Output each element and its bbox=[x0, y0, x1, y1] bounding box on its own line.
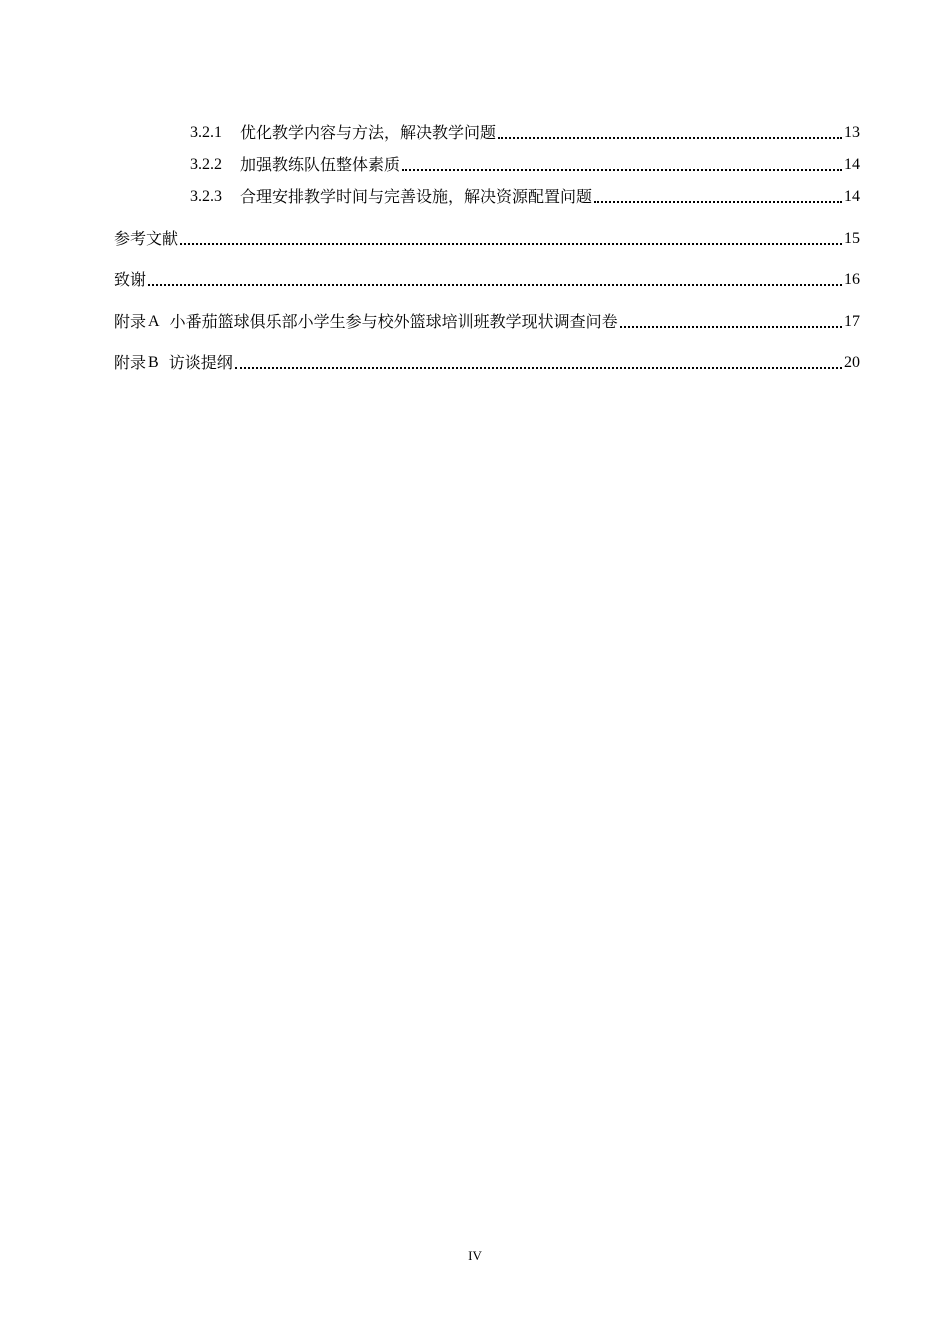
toc-entry-references[interactable] bbox=[114, 227, 860, 249]
toc-entry-number: 3.2.2 bbox=[190, 156, 222, 173]
toc-entry-appendix-b[interactable] bbox=[114, 351, 860, 373]
toc-dot-leader bbox=[498, 137, 842, 139]
toc-dot-leader bbox=[180, 243, 842, 245]
toc-entry-letter: B bbox=[148, 354, 159, 371]
toc-entry-title: 小番茄篮球俱乐部小学生参与校外篮球培训班教学现状调查问卷 bbox=[169, 312, 618, 331]
toc-entry-letter: A bbox=[148, 313, 160, 330]
toc-entry-title: 合理安排教学时间与完善设施，解决资源配置问题 bbox=[240, 187, 593, 206]
toc-entry-appendix-a[interactable] bbox=[114, 310, 860, 332]
toc-entry-acknowledgement[interactable] bbox=[114, 268, 860, 290]
toc-entry-title: 优化教学内容与方法，解决教学问题 bbox=[240, 123, 497, 142]
toc-entry-page: 16 bbox=[844, 271, 860, 288]
toc-entry-page: 20 bbox=[844, 354, 860, 371]
toc-dot-leader bbox=[620, 326, 842, 328]
toc-entry-page: 15 bbox=[844, 230, 860, 247]
toc-dot-leader bbox=[235, 367, 842, 369]
toc-entry-3-2-1[interactable] bbox=[190, 121, 860, 143]
toc-dot-leader bbox=[594, 201, 842, 203]
toc-entry-page: 14 bbox=[844, 156, 860, 173]
toc-dot-leader bbox=[148, 284, 842, 286]
toc-entry-number: 3.2.3 bbox=[190, 188, 222, 205]
toc-entry-page: 13 bbox=[844, 124, 860, 141]
page-number-footer: IV bbox=[468, 1248, 482, 1263]
toc-dot-leader bbox=[402, 169, 842, 171]
toc-entry-prefix: 附录 bbox=[114, 353, 147, 372]
toc-entry-3-2-2[interactable] bbox=[190, 153, 860, 175]
toc-entry-title: 访谈提纲 bbox=[168, 353, 233, 372]
toc-entry-title: 致谢 bbox=[114, 270, 147, 289]
toc-entry-page: 17 bbox=[844, 313, 860, 330]
toc-entry-page: 14 bbox=[844, 188, 860, 205]
toc-entry-title: 参考文献 bbox=[114, 229, 179, 248]
toc-entry-number: 3.2.1 bbox=[190, 124, 222, 141]
toc-entry-title: 加强教练队伍整体素质 bbox=[240, 155, 401, 174]
toc-entry-prefix: 附录 bbox=[114, 312, 147, 331]
toc-entry-3-2-3[interactable] bbox=[190, 185, 860, 207]
